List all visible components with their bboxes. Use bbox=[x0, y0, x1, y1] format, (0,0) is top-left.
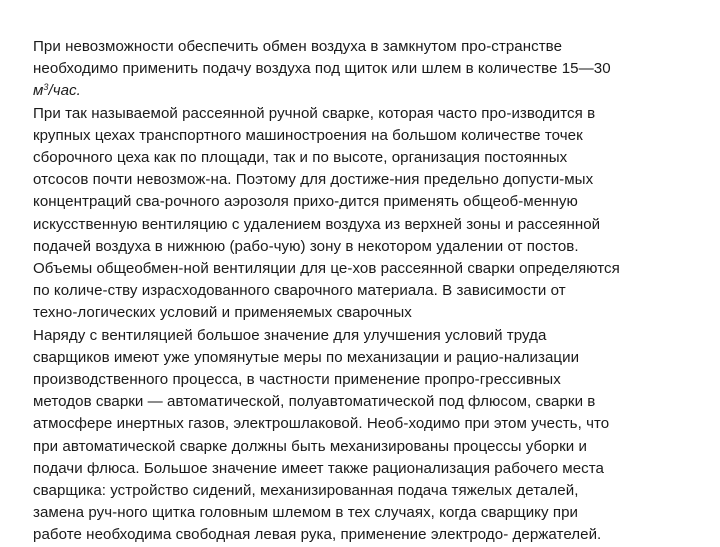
text-line: искусственную вентиляцию с удалением воздуха из верхней зоны и рассеянной bbox=[33, 215, 601, 233]
text-line: концентраций сва-рочного аэрозоля прихо-дится применять общеоб-менную bbox=[33, 193, 578, 211]
text-line: необходимо применить подачу воздуха под щиток или шлем в количестве 15—30 bbox=[33, 60, 611, 78]
unit-rest: /час. bbox=[48, 82, 81, 100]
text-line: работе необходима свободная левая рука, применение электродо- держателей. bbox=[33, 526, 602, 544]
text-line: Наряду с вентиляцией большое значение для улучшения условий труда bbox=[33, 326, 547, 344]
text-line: по количе-ству израсходованного сварочного материала. В зависимости от bbox=[33, 282, 566, 300]
text-line: подачей воздуха в нижнюю (рабо-чую) зону в некотором удалении от постов. bbox=[33, 237, 579, 255]
text-line: сварщика: устройство сидений, механизированная подача тяжелых деталей, bbox=[33, 482, 579, 500]
text-line: техно-логических условий и применяемых сварочных bbox=[33, 304, 412, 322]
text-line: крупных цехах транспортного машиностроения на большом количестве точек bbox=[33, 126, 583, 144]
text-line: Объемы общеобмен-ной вентиляции для це-хов рассеянной сварки определяются bbox=[33, 260, 620, 278]
text-line: отсосов почти невозмож-на. Поэтому для достиже-ния предельно допусти-мых bbox=[33, 171, 594, 189]
text-line: сборочного цеха как по площади, так и по высоте, организация постоянных bbox=[33, 149, 568, 167]
text-line: При невозможности обеспечить обмен воздуха в замкнутом про-странстве bbox=[33, 38, 563, 55]
paragraph-1 bbox=[33, 36, 680, 103]
text-line: производственного процесса, в частности применение пропро-грессивных bbox=[33, 371, 561, 389]
paragraph-2 bbox=[33, 103, 680, 325]
text-line: сварщиков имеют уже упомянутые меры по механизации и рацио-нализации bbox=[33, 348, 580, 366]
unit-base: м bbox=[33, 82, 44, 100]
flow-unit bbox=[33, 80, 680, 102]
text-line: при автоматической сварке должны быть механизированы процессы уборки и bbox=[33, 437, 587, 455]
paragraph-3 bbox=[33, 325, 680, 547]
text-line: замена руч-ного щитка головным шлемом в тех случаях, когда сварщику при bbox=[33, 504, 578, 522]
text-line: подачи флюса. Большое значение имеет также рационализация рабочего места bbox=[33, 459, 604, 477]
text-line: методов сварки — автоматической, полуавтоматической под флюсом, сварки в bbox=[33, 393, 596, 411]
text-line: При так называемой рассеянной ручной сварке, которая часто про-изводится в bbox=[33, 104, 596, 122]
text-line: атмосфере инертных газов, электрошлаковой. Необ-ходимо при этом учесть, что bbox=[33, 415, 610, 433]
unit-exponent: 3 bbox=[43, 82, 49, 93]
